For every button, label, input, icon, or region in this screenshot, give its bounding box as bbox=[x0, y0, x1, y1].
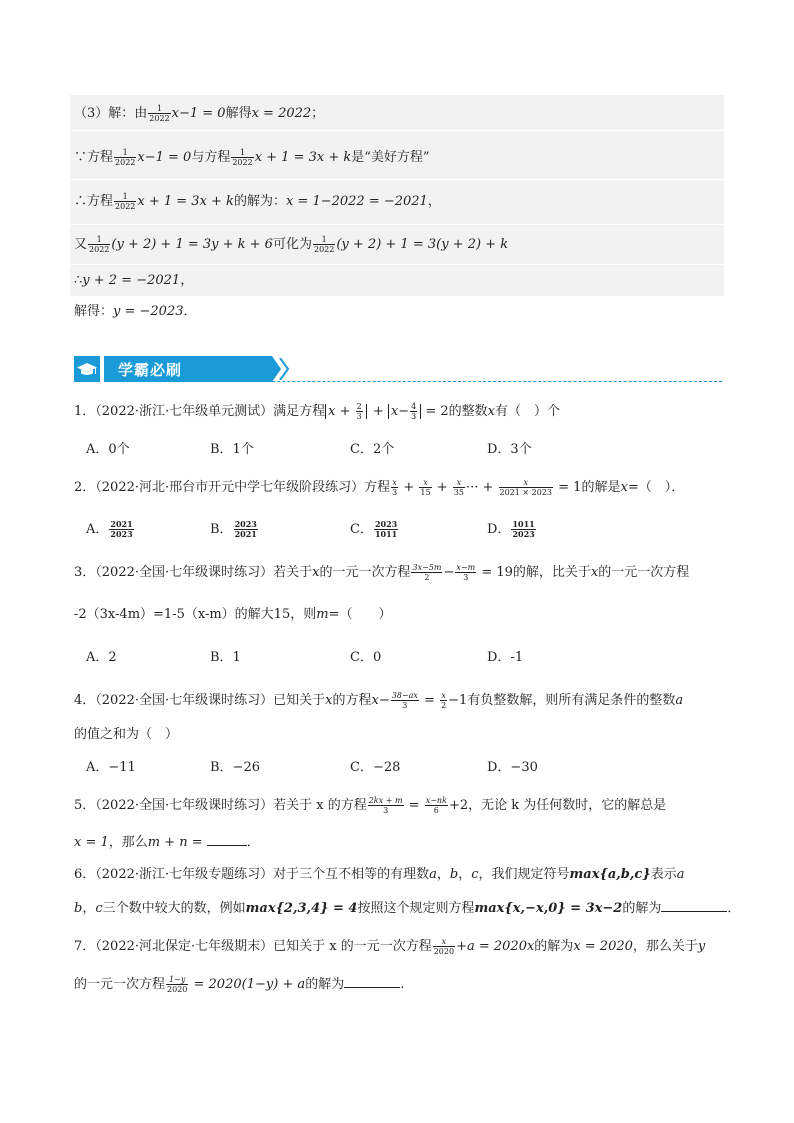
solution-divider bbox=[70, 179, 724, 180]
q1-option-c: C．2个 bbox=[350, 442, 395, 457]
solution-divider bbox=[70, 224, 724, 225]
section-dashed-rule bbox=[212, 381, 722, 382]
solution-line-4: 又 $\frac{1}{2022}$ (y + 2) + 1 = 3y + k + 6可化为 $\frac{1}{2022}$ (y + 2) + 1 = 3(y + 2) + k bbox=[74, 235, 509, 254]
section-header bbox=[74, 356, 720, 382]
solution-divider bbox=[70, 264, 724, 265]
q3-option-d: D．-1 bbox=[487, 650, 524, 665]
q1-option-d: D．3个 bbox=[487, 442, 532, 457]
question-3: 3．（2022·全国·七年级课时练习）若关于x的一元一次方程 $\frac{3x-5m}{2}$ − $\frac{x-m}{3}$ = 19的解，比关于x的一元一次方程 bbox=[74, 563, 690, 582]
solution-divider bbox=[70, 130, 724, 131]
solution-line-5: ∴y + 2 = −2021， bbox=[74, 273, 194, 288]
question-4-line-2: 的值之和为（ ） bbox=[74, 727, 179, 742]
solution-line-2: ∵方程 $\frac{1}{2022}$ x−1 = 0与方程 $\frac{1}{2022}$ x + 1 = 3x + k是“美好方程” bbox=[74, 148, 430, 167]
question-4: 4．（2022·全国·七年级课时练习）已知关于x的方程x− $\frac{38-ax}{3}$ = $\frac{x}{2}$ −1有负整数解，则所有满足条件的整数a bbox=[74, 691, 684, 710]
question-5-line-2: x = 1，那么m + n = ． bbox=[74, 835, 260, 850]
q3-option-c: C．0 bbox=[350, 650, 382, 665]
banner-arrow-outline bbox=[279, 358, 283, 380]
q2-option-a: A． $\frac{2021}{2023}$ bbox=[86, 519, 133, 539]
solution-line-3: ∴方程 $\frac{1}{2022}$ x + 1 = 3x + k的解为：x = 1−2022 = −2021， bbox=[74, 192, 441, 211]
question-7-line-2: 的一元一次方程 $\frac{1-y}{2020}$ = 2020(1−y) + a的解为 . bbox=[74, 975, 405, 994]
question-6-line-2: b，c三个数中较大的数，例如max{2,3,4} = 4按照这个规定则方程max{x,−x,0} = 3x−2的解为 ． bbox=[74, 901, 741, 916]
q2-option-c: C． $\frac{2023}{1011}$ bbox=[350, 519, 398, 539]
q3-option-a: A．2 bbox=[86, 650, 117, 665]
q4-option-a: A．−11 bbox=[86, 760, 136, 775]
q1-option-a: A．0个 bbox=[86, 442, 130, 457]
q4-option-d: D．−30 bbox=[487, 760, 538, 775]
question-6: 6．（2022·浙江·七年级专题练习）对于三个互不相等的有理数a，b，c，我们规定符号max{a,b,c}表示a bbox=[74, 867, 685, 882]
section-title: 学霸必刷 bbox=[118, 361, 183, 379]
q1-option-b: B．1个 bbox=[210, 442, 254, 457]
question-2: 2．（2022·河北·邢台市开元中学七年级阶段练习）方程 $\frac{x}{3}$ + $\frac{x}{15}$ + $\frac{x}{35}$ ··· + $\frac{x}{2021 \times 2023}$ = 1的解是x=（ ）． bbox=[74, 478, 685, 497]
question-5: 5．（2022·全国·七年级课时练习）若关于 x 的方程 $\frac{2kx + m}{3}$ = $\frac{x-nk}{6}$ +2，无论 k 为任何数时，它的解总是 bbox=[74, 796, 667, 815]
question-7: 7．（2022·河北保定·七年级期末）已知关于 x 的一元一次方程 $\frac{x}{2020}$ +a = 2020x的解为x = 2020，那么关于y bbox=[74, 937, 706, 956]
question-3-line-2: -2（3x-4m）=1-5（x-m）的解大15，则m=（ ） bbox=[74, 607, 392, 622]
q4-option-b: B．−26 bbox=[210, 760, 260, 775]
answer-blank[interactable] bbox=[207, 833, 247, 846]
answer-blank[interactable] bbox=[344, 975, 400, 988]
q2-option-d: D． $\frac{1011}{2023}$ bbox=[487, 519, 535, 539]
q3-option-b: B．1 bbox=[210, 650, 241, 665]
q2-option-b: B． $\frac{2023}{2021}$ bbox=[210, 519, 257, 539]
solution-line-1: （3）解：由 $\frac{1}{2022}$ x−1 = 0解得x = 2022； bbox=[74, 104, 325, 123]
q4-option-c: C．−28 bbox=[350, 760, 401, 775]
answer-blank[interactable] bbox=[661, 899, 727, 912]
solution-line-6: 解得：y = −2023． bbox=[74, 304, 197, 319]
question-1: 1．（2022·浙江·七年级单元测试）满足方程 x + $\frac{2}{3}$ + x− $\frac{4}{3}$ = 2的整数x有（ ）个 bbox=[74, 402, 561, 421]
graduation-cap-icon bbox=[74, 356, 100, 382]
